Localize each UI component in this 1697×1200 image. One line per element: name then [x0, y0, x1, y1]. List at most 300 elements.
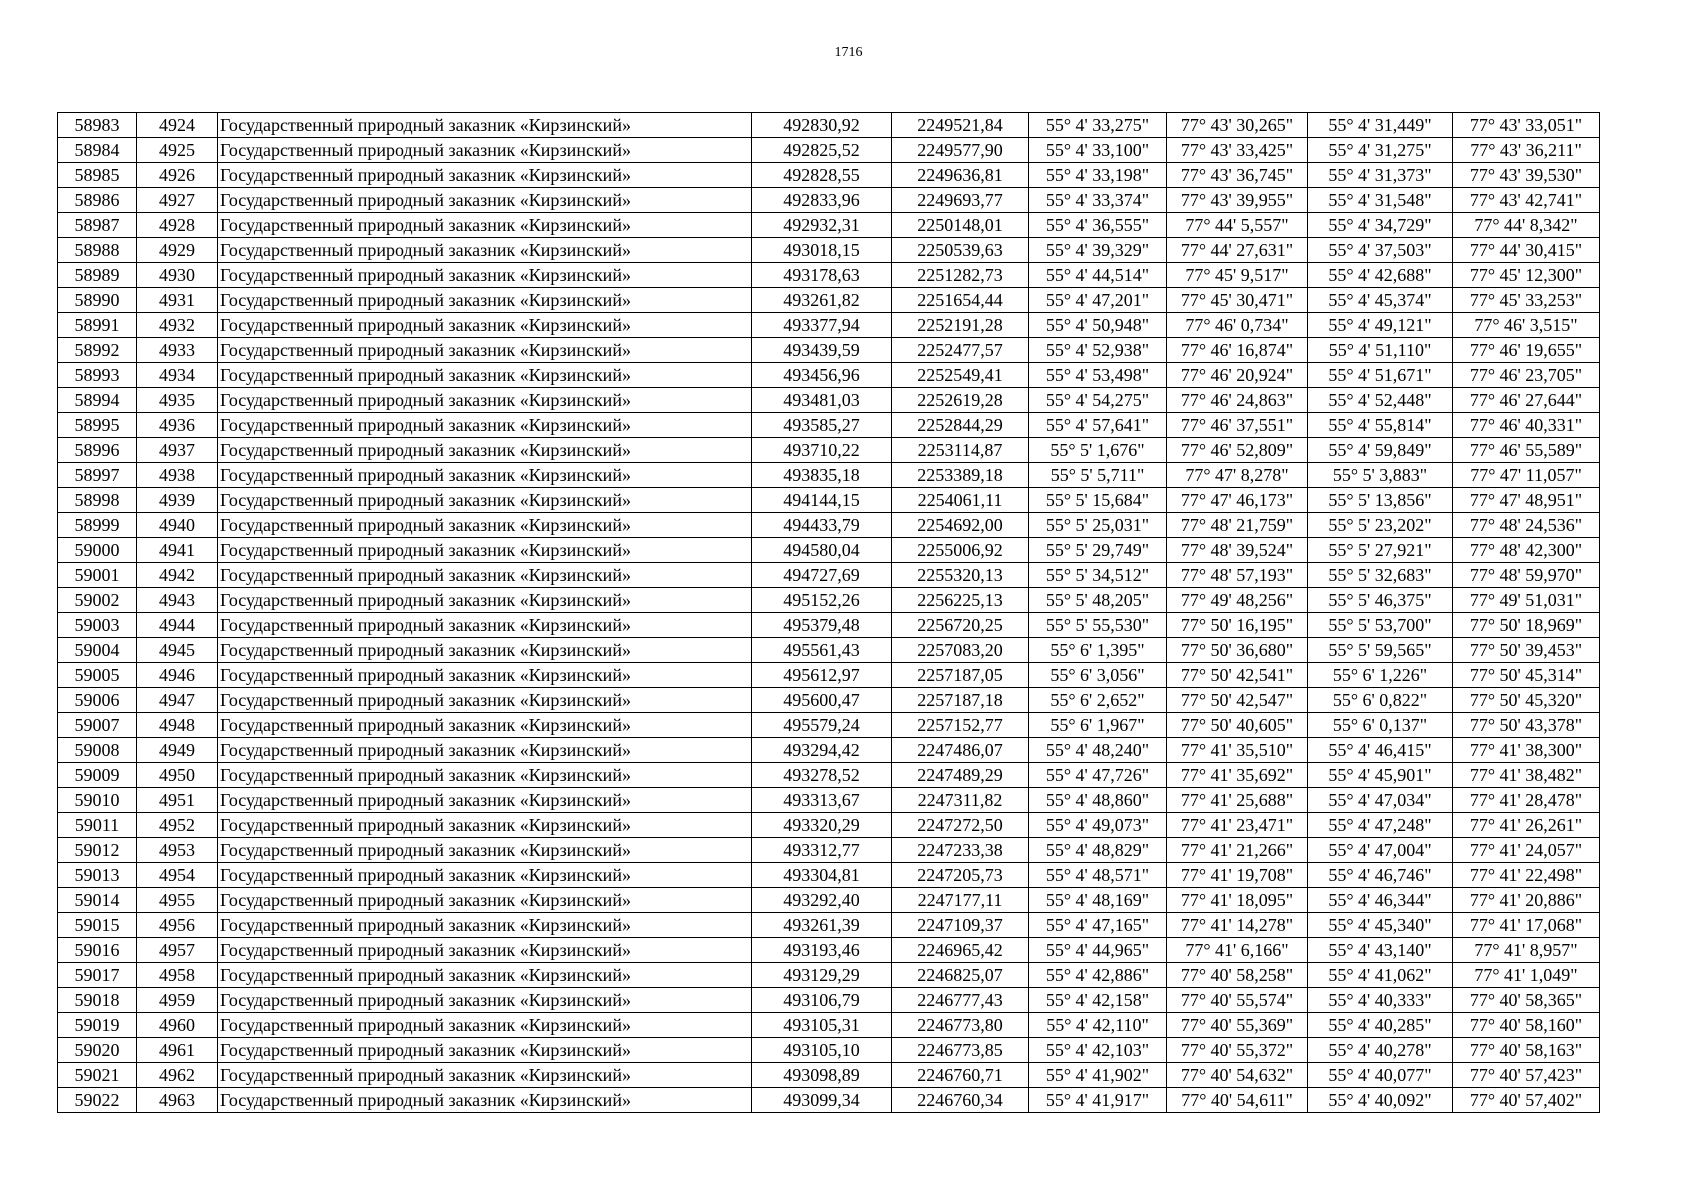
point-number-cell: 4953	[137, 838, 218, 863]
latitude-1-cell: 55° 4' 33,374"	[1029, 188, 1167, 213]
y-coordinate-cell: 2252844,29	[892, 413, 1029, 438]
longitude-2-cell: 77° 40' 58,365"	[1453, 988, 1600, 1013]
row-number-cell: 58988	[58, 238, 137, 263]
latitude-2-cell: 55° 5' 3,883"	[1308, 463, 1453, 488]
latitude-1-cell: 55° 4' 41,917"	[1029, 1088, 1167, 1113]
x-coordinate-cell: 493261,82	[752, 288, 892, 313]
row-number-cell: 59007	[58, 713, 137, 738]
latitude-1-cell: 55° 5' 34,512"	[1029, 563, 1167, 588]
longitude-1-cell: 77° 50' 36,680"	[1167, 638, 1308, 663]
longitude-2-cell: 77° 41' 38,482"	[1453, 763, 1600, 788]
table-row	[58, 663, 1600, 688]
longitude-2-cell: 77° 41' 28,478"	[1453, 788, 1600, 813]
page-number: 1716	[834, 45, 863, 60]
table-row	[58, 963, 1600, 988]
x-coordinate-cell: 494433,79	[752, 513, 892, 538]
latitude-1-cell: 55° 4' 42,886"	[1029, 963, 1167, 988]
x-coordinate-cell: 493193,46	[752, 938, 892, 963]
latitude-1-cell: 55° 4' 44,965"	[1029, 938, 1167, 963]
row-number-cell: 59015	[58, 913, 137, 938]
latitude-1-cell: 55° 4' 49,073"	[1029, 813, 1167, 838]
longitude-2-cell: 77° 40' 58,163"	[1453, 1038, 1600, 1063]
latitude-2-cell: 55° 6' 0,822"	[1308, 688, 1453, 713]
latitude-1-cell: 55° 4' 41,902"	[1029, 1063, 1167, 1088]
y-coordinate-cell: 2257152,77	[892, 713, 1029, 738]
longitude-1-cell: 77° 43' 36,745"	[1167, 163, 1308, 188]
latitude-2-cell: 55° 4' 40,092"	[1308, 1088, 1453, 1113]
x-coordinate-cell: 495612,97	[752, 663, 892, 688]
object-name-cell: Государственный природный заказник «Кирзинский»	[218, 1088, 752, 1113]
longitude-1-cell: 77° 43' 39,955"	[1167, 188, 1308, 213]
y-coordinate-cell: 2251282,73	[892, 263, 1029, 288]
longitude-1-cell: 77° 46' 0,734"	[1167, 313, 1308, 338]
point-number-cell: 4925	[137, 138, 218, 163]
table-row	[58, 1063, 1600, 1088]
row-number-cell: 59002	[58, 588, 137, 613]
y-coordinate-cell: 2252619,28	[892, 388, 1029, 413]
y-coordinate-cell: 2253114,87	[892, 438, 1029, 463]
x-coordinate-cell: 495561,43	[752, 638, 892, 663]
point-number-cell: 4955	[137, 888, 218, 913]
row-number-cell: 59012	[58, 838, 137, 863]
x-coordinate-cell: 493481,03	[752, 388, 892, 413]
latitude-2-cell: 55° 6' 1,226"	[1308, 663, 1453, 688]
y-coordinate-cell: 2257187,18	[892, 688, 1029, 713]
longitude-2-cell: 77° 43' 42,741"	[1453, 188, 1600, 213]
y-coordinate-cell: 2250539,63	[892, 238, 1029, 263]
table-row	[58, 838, 1600, 863]
point-number-cell: 4929	[137, 238, 218, 263]
row-number-cell: 59000	[58, 538, 137, 563]
table-row	[58, 1013, 1600, 1038]
object-name-cell: Государственный природный заказник «Кирзинский»	[218, 438, 752, 463]
longitude-1-cell: 77° 46' 20,924"	[1167, 363, 1308, 388]
object-name-cell: Государственный природный заказник «Кирзинский»	[218, 313, 752, 338]
table-row	[58, 788, 1600, 813]
table-row	[58, 338, 1600, 363]
longitude-1-cell: 77° 43' 33,425"	[1167, 138, 1308, 163]
object-name-cell: Государственный природный заказник «Кирзинский»	[218, 638, 752, 663]
point-number-cell: 4961	[137, 1038, 218, 1063]
x-coordinate-cell: 495379,48	[752, 613, 892, 638]
point-number-cell: 4931	[137, 288, 218, 313]
latitude-2-cell: 55° 4' 46,746"	[1308, 863, 1453, 888]
longitude-1-cell: 77° 48' 57,193"	[1167, 563, 1308, 588]
row-number-cell: 58993	[58, 363, 137, 388]
longitude-1-cell: 77° 41' 35,510"	[1167, 738, 1308, 763]
longitude-1-cell: 77° 40' 55,369"	[1167, 1013, 1308, 1038]
latitude-2-cell: 55° 4' 55,814"	[1308, 413, 1453, 438]
point-number-cell: 4937	[137, 438, 218, 463]
longitude-2-cell: 77° 41' 22,498"	[1453, 863, 1600, 888]
x-coordinate-cell: 493294,42	[752, 738, 892, 763]
latitude-2-cell: 55° 4' 31,548"	[1308, 188, 1453, 213]
object-name-cell: Государственный природный заказник «Кирзинский»	[218, 663, 752, 688]
x-coordinate-cell: 492825,52	[752, 138, 892, 163]
object-name-cell: Государственный природный заказник «Кирзинский»	[218, 713, 752, 738]
row-number-cell: 58986	[58, 188, 137, 213]
object-name-cell: Государственный природный заказник «Кирзинский»	[218, 913, 752, 938]
latitude-1-cell: 55° 4' 57,641"	[1029, 413, 1167, 438]
table-row	[58, 513, 1600, 538]
y-coordinate-cell: 2249693,77	[892, 188, 1029, 213]
point-number-cell: 4951	[137, 788, 218, 813]
row-number-cell: 59006	[58, 688, 137, 713]
x-coordinate-cell: 494144,15	[752, 488, 892, 513]
row-number-cell: 58996	[58, 438, 137, 463]
point-number-cell: 4950	[137, 763, 218, 788]
point-number-cell: 4947	[137, 688, 218, 713]
y-coordinate-cell: 2246777,43	[892, 988, 1029, 1013]
latitude-1-cell: 55° 4' 42,158"	[1029, 988, 1167, 1013]
longitude-2-cell: 77° 46' 27,644"	[1453, 388, 1600, 413]
longitude-1-cell: 77° 40' 54,611"	[1167, 1088, 1308, 1113]
row-number-cell: 59001	[58, 563, 137, 588]
x-coordinate-cell: 492830,92	[752, 113, 892, 138]
latitude-2-cell: 55° 4' 59,849"	[1308, 438, 1453, 463]
row-number-cell: 58984	[58, 138, 137, 163]
point-number-cell: 4927	[137, 188, 218, 213]
y-coordinate-cell: 2256225,13	[892, 588, 1029, 613]
x-coordinate-cell: 494727,69	[752, 563, 892, 588]
table-row	[58, 238, 1600, 263]
latitude-2-cell: 55° 5' 53,700"	[1308, 613, 1453, 638]
y-coordinate-cell: 2246825,07	[892, 963, 1029, 988]
longitude-1-cell: 77° 47' 46,173"	[1167, 488, 1308, 513]
point-number-cell: 4935	[137, 388, 218, 413]
longitude-2-cell: 77° 43' 36,211"	[1453, 138, 1600, 163]
latitude-1-cell: 55° 5' 25,031"	[1029, 513, 1167, 538]
table-row	[58, 538, 1600, 563]
longitude-2-cell: 77° 50' 45,320"	[1453, 688, 1600, 713]
latitude-2-cell: 55° 4' 40,285"	[1308, 1013, 1453, 1038]
latitude-1-cell: 55° 6' 1,967"	[1029, 713, 1167, 738]
table-body	[58, 113, 1600, 1113]
latitude-1-cell: 55° 5' 29,749"	[1029, 538, 1167, 563]
longitude-2-cell: 77° 43' 39,530"	[1453, 163, 1600, 188]
object-name-cell: Государственный природный заказник «Кирзинский»	[218, 363, 752, 388]
longitude-2-cell: 77° 44' 30,415"	[1453, 238, 1600, 263]
table-row	[58, 638, 1600, 663]
point-number-cell: 4936	[137, 413, 218, 438]
table-row	[58, 938, 1600, 963]
longitude-2-cell: 77° 41' 24,057"	[1453, 838, 1600, 863]
row-number-cell: 59010	[58, 788, 137, 813]
longitude-2-cell: 77° 45' 12,300"	[1453, 263, 1600, 288]
longitude-1-cell: 77° 40' 58,258"	[1167, 963, 1308, 988]
x-coordinate-cell: 492833,96	[752, 188, 892, 213]
table-row	[58, 388, 1600, 413]
latitude-2-cell: 55° 4' 31,275"	[1308, 138, 1453, 163]
table-row	[58, 463, 1600, 488]
longitude-1-cell: 77° 41' 14,278"	[1167, 913, 1308, 938]
x-coordinate-cell: 493105,31	[752, 1013, 892, 1038]
object-name-cell: Государственный природный заказник «Кирзинский»	[218, 1013, 752, 1038]
table-row	[58, 613, 1600, 638]
table-row	[58, 913, 1600, 938]
longitude-2-cell: 77° 41' 17,068"	[1453, 913, 1600, 938]
y-coordinate-cell: 2249636,81	[892, 163, 1029, 188]
longitude-2-cell: 77° 47' 11,057"	[1453, 463, 1600, 488]
object-name-cell: Государственный природный заказник «Кирзинский»	[218, 388, 752, 413]
row-number-cell: 58994	[58, 388, 137, 413]
row-number-cell: 59020	[58, 1038, 137, 1063]
point-number-cell: 4963	[137, 1088, 218, 1113]
longitude-2-cell: 77° 44' 8,342"	[1453, 213, 1600, 238]
table-row	[58, 1088, 1600, 1113]
table-row	[58, 688, 1600, 713]
point-number-cell: 4956	[137, 913, 218, 938]
table-row	[58, 813, 1600, 838]
latitude-2-cell: 55° 5' 59,565"	[1308, 638, 1453, 663]
longitude-1-cell: 77° 46' 37,551"	[1167, 413, 1308, 438]
point-number-cell: 4957	[137, 938, 218, 963]
latitude-1-cell: 55° 5' 55,530"	[1029, 613, 1167, 638]
x-coordinate-cell: 493129,29	[752, 963, 892, 988]
table-row	[58, 863, 1600, 888]
latitude-2-cell: 55° 5' 23,202"	[1308, 513, 1453, 538]
latitude-2-cell: 55° 4' 45,901"	[1308, 763, 1453, 788]
table-row	[58, 1038, 1600, 1063]
row-number-cell: 59011	[58, 813, 137, 838]
longitude-2-cell: 77° 50' 39,453"	[1453, 638, 1600, 663]
row-number-cell: 58983	[58, 113, 137, 138]
table-row	[58, 213, 1600, 238]
x-coordinate-cell: 494580,04	[752, 538, 892, 563]
point-number-cell: 4958	[137, 963, 218, 988]
y-coordinate-cell: 2252549,41	[892, 363, 1029, 388]
table-row	[58, 588, 1600, 613]
x-coordinate-cell: 493278,52	[752, 763, 892, 788]
latitude-1-cell: 55° 4' 53,498"	[1029, 363, 1167, 388]
longitude-1-cell: 77° 50' 16,195"	[1167, 613, 1308, 638]
object-name-cell: Государственный природный заказник «Кирзинский»	[218, 738, 752, 763]
latitude-1-cell: 55° 4' 52,938"	[1029, 338, 1167, 363]
row-number-cell: 59017	[58, 963, 137, 988]
x-coordinate-cell: 493312,77	[752, 838, 892, 863]
table-row	[58, 163, 1600, 188]
y-coordinate-cell: 2251654,44	[892, 288, 1029, 313]
object-name-cell: Государственный природный заказник «Кирзинский»	[218, 138, 752, 163]
latitude-2-cell: 55° 4' 49,121"	[1308, 313, 1453, 338]
longitude-2-cell: 77° 50' 45,314"	[1453, 663, 1600, 688]
object-name-cell: Государственный природный заказник «Кирзинский»	[218, 613, 752, 638]
longitude-2-cell: 77° 41' 38,300"	[1453, 738, 1600, 763]
x-coordinate-cell: 493261,39	[752, 913, 892, 938]
latitude-2-cell: 55° 4' 52,448"	[1308, 388, 1453, 413]
latitude-1-cell: 55° 5' 15,684"	[1029, 488, 1167, 513]
longitude-2-cell: 77° 40' 58,160"	[1453, 1013, 1600, 1038]
longitude-1-cell: 77° 41' 18,095"	[1167, 888, 1308, 913]
longitude-2-cell: 77° 40' 57,402"	[1453, 1088, 1600, 1113]
latitude-2-cell: 55° 4' 47,248"	[1308, 813, 1453, 838]
longitude-1-cell: 77° 50' 42,547"	[1167, 688, 1308, 713]
latitude-2-cell: 55° 4' 37,503"	[1308, 238, 1453, 263]
row-number-cell: 58995	[58, 413, 137, 438]
point-number-cell: 4945	[137, 638, 218, 663]
latitude-2-cell: 55° 4' 45,374"	[1308, 288, 1453, 313]
point-number-cell: 4942	[137, 563, 218, 588]
object-name-cell: Государственный природный заказник «Кирзинский»	[218, 688, 752, 713]
latitude-1-cell: 55° 6' 1,395"	[1029, 638, 1167, 663]
table-row	[58, 188, 1600, 213]
point-number-cell: 4960	[137, 1013, 218, 1038]
row-number-cell: 58997	[58, 463, 137, 488]
point-number-cell: 4944	[137, 613, 218, 638]
y-coordinate-cell: 2247272,50	[892, 813, 1029, 838]
object-name-cell: Государственный природный заказник «Кирзинский»	[218, 838, 752, 863]
x-coordinate-cell: 493377,94	[752, 313, 892, 338]
longitude-1-cell: 77° 41' 19,708"	[1167, 863, 1308, 888]
point-number-cell: 4932	[137, 313, 218, 338]
longitude-2-cell: 77° 45' 33,253"	[1453, 288, 1600, 313]
x-coordinate-cell: 493105,10	[752, 1038, 892, 1063]
point-number-cell: 4948	[137, 713, 218, 738]
object-name-cell: Государственный природный заказник «Кирзинский»	[218, 463, 752, 488]
y-coordinate-cell: 2246760,71	[892, 1063, 1029, 1088]
row-number-cell: 59018	[58, 988, 137, 1013]
longitude-2-cell: 77° 50' 18,969"	[1453, 613, 1600, 638]
longitude-1-cell: 77° 40' 55,574"	[1167, 988, 1308, 1013]
object-name-cell: Государственный природный заказник «Кирзинский»	[218, 813, 752, 838]
object-name-cell: Государственный природный заказник «Кирзинский»	[218, 1038, 752, 1063]
coordinates-table	[57, 112, 1600, 1113]
y-coordinate-cell: 2255320,13	[892, 563, 1029, 588]
object-name-cell: Государственный природный заказник «Кирзинский»	[218, 763, 752, 788]
longitude-1-cell: 77° 41' 21,266"	[1167, 838, 1308, 863]
longitude-1-cell: 77° 45' 30,471"	[1167, 288, 1308, 313]
longitude-1-cell: 77° 40' 54,632"	[1167, 1063, 1308, 1088]
x-coordinate-cell: 493710,22	[752, 438, 892, 463]
latitude-1-cell: 55° 4' 42,110"	[1029, 1013, 1167, 1038]
table-row	[58, 413, 1600, 438]
latitude-1-cell: 55° 4' 36,555"	[1029, 213, 1167, 238]
row-number-cell: 59008	[58, 738, 137, 763]
object-name-cell: Государственный природный заказник «Кирзинский»	[218, 488, 752, 513]
longitude-1-cell: 77° 45' 9,517"	[1167, 263, 1308, 288]
latitude-1-cell: 55° 4' 33,198"	[1029, 163, 1167, 188]
x-coordinate-cell: 493313,67	[752, 788, 892, 813]
latitude-1-cell: 55° 6' 3,056"	[1029, 663, 1167, 688]
latitude-2-cell: 55° 4' 47,034"	[1308, 788, 1453, 813]
longitude-2-cell: 77° 41' 20,886"	[1453, 888, 1600, 913]
longitude-2-cell: 77° 46' 40,331"	[1453, 413, 1600, 438]
table-row	[58, 438, 1600, 463]
latitude-1-cell: 55° 6' 2,652"	[1029, 688, 1167, 713]
latitude-2-cell: 55° 4' 40,077"	[1308, 1063, 1453, 1088]
longitude-2-cell: 77° 46' 3,515"	[1453, 313, 1600, 338]
latitude-2-cell: 55° 4' 43,140"	[1308, 938, 1453, 963]
latitude-2-cell: 55° 5' 32,683"	[1308, 563, 1453, 588]
longitude-1-cell: 77° 44' 5,557"	[1167, 213, 1308, 238]
latitude-2-cell: 55° 5' 46,375"	[1308, 588, 1453, 613]
x-coordinate-cell: 493439,59	[752, 338, 892, 363]
x-coordinate-cell: 493585,27	[752, 413, 892, 438]
row-number-cell: 58991	[58, 313, 137, 338]
point-number-cell: 4959	[137, 988, 218, 1013]
object-name-cell: Государственный природный заказник «Кирзинский»	[218, 588, 752, 613]
object-name-cell: Государственный природный заказник «Кирзинский»	[218, 888, 752, 913]
row-number-cell: 59019	[58, 1013, 137, 1038]
longitude-1-cell: 77° 43' 30,265"	[1167, 113, 1308, 138]
x-coordinate-cell: 493098,89	[752, 1063, 892, 1088]
y-coordinate-cell: 2256720,25	[892, 613, 1029, 638]
longitude-1-cell: 77° 46' 52,809"	[1167, 438, 1308, 463]
object-name-cell: Государственный природный заказник «Кирзинский»	[218, 563, 752, 588]
latitude-2-cell: 55° 4' 42,688"	[1308, 263, 1453, 288]
y-coordinate-cell: 2247109,37	[892, 913, 1029, 938]
x-coordinate-cell: 492932,31	[752, 213, 892, 238]
object-name-cell: Государственный природный заказник «Кирзинский»	[218, 188, 752, 213]
point-number-cell: 4930	[137, 263, 218, 288]
x-coordinate-cell: 493304,81	[752, 863, 892, 888]
longitude-1-cell: 77° 50' 40,605"	[1167, 713, 1308, 738]
object-name-cell: Государственный природный заказник «Кирзинский»	[218, 338, 752, 363]
longitude-2-cell: 77° 41' 8,957"	[1453, 938, 1600, 963]
x-coordinate-cell: 495600,47	[752, 688, 892, 713]
latitude-2-cell: 55° 5' 27,921"	[1308, 538, 1453, 563]
latitude-2-cell: 55° 4' 40,278"	[1308, 1038, 1453, 1063]
table-row	[58, 363, 1600, 388]
latitude-1-cell: 55° 4' 50,948"	[1029, 313, 1167, 338]
row-number-cell: 58992	[58, 338, 137, 363]
point-number-cell: 4943	[137, 588, 218, 613]
latitude-1-cell: 55° 4' 33,100"	[1029, 138, 1167, 163]
latitude-1-cell: 55° 4' 47,726"	[1029, 763, 1167, 788]
latitude-1-cell: 55° 4' 33,275"	[1029, 113, 1167, 138]
point-number-cell: 4949	[137, 738, 218, 763]
longitude-2-cell: 77° 46' 55,589"	[1453, 438, 1600, 463]
longitude-1-cell: 77° 41' 23,471"	[1167, 813, 1308, 838]
point-number-cell: 4962	[137, 1063, 218, 1088]
latitude-2-cell: 55° 4' 45,340"	[1308, 913, 1453, 938]
longitude-1-cell: 77° 47' 8,278"	[1167, 463, 1308, 488]
point-number-cell: 4954	[137, 863, 218, 888]
latitude-1-cell: 55° 5' 48,205"	[1029, 588, 1167, 613]
y-coordinate-cell: 2246760,34	[892, 1088, 1029, 1113]
row-number-cell: 59022	[58, 1088, 137, 1113]
latitude-1-cell: 55° 4' 48,571"	[1029, 863, 1167, 888]
object-name-cell: Государственный природный заказник «Кирзинский»	[218, 513, 752, 538]
latitude-1-cell: 55° 4' 54,275"	[1029, 388, 1167, 413]
object-name-cell: Государственный природный заказник «Кирзинский»	[218, 213, 752, 238]
longitude-2-cell: 77° 47' 48,951"	[1453, 488, 1600, 513]
table-row	[58, 488, 1600, 513]
x-coordinate-cell: 495152,26	[752, 588, 892, 613]
y-coordinate-cell: 2247177,11	[892, 888, 1029, 913]
y-coordinate-cell: 2247489,29	[892, 763, 1029, 788]
y-coordinate-cell: 2247311,82	[892, 788, 1029, 813]
row-number-cell: 58985	[58, 163, 137, 188]
longitude-2-cell: 77° 46' 23,705"	[1453, 363, 1600, 388]
longitude-1-cell: 77° 41' 35,692"	[1167, 763, 1308, 788]
row-number-cell: 59016	[58, 938, 137, 963]
latitude-1-cell: 55° 4' 42,103"	[1029, 1038, 1167, 1063]
longitude-1-cell: 77° 46' 16,874"	[1167, 338, 1308, 363]
table-row	[58, 563, 1600, 588]
row-number-cell: 59021	[58, 1063, 137, 1088]
y-coordinate-cell: 2246773,80	[892, 1013, 1029, 1038]
x-coordinate-cell: 493456,96	[752, 363, 892, 388]
longitude-2-cell: 77° 48' 59,970"	[1453, 563, 1600, 588]
object-name-cell: Государственный природный заказник «Кирзинский»	[218, 988, 752, 1013]
longitude-2-cell: 77° 48' 24,536"	[1453, 513, 1600, 538]
longitude-2-cell: 77° 48' 42,300"	[1453, 538, 1600, 563]
table-row	[58, 313, 1600, 338]
latitude-2-cell: 55° 4' 31,449"	[1308, 113, 1453, 138]
x-coordinate-cell: 493099,34	[752, 1088, 892, 1113]
y-coordinate-cell: 2257187,05	[892, 663, 1029, 688]
